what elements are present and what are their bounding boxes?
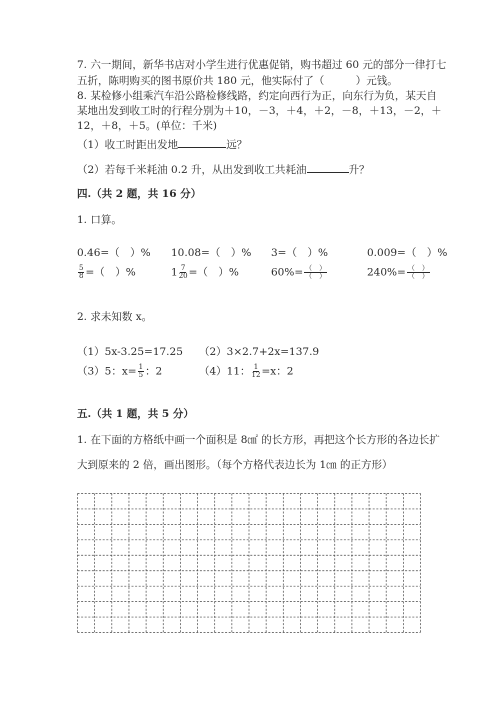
fraction [179,265,188,280]
q8-sub-2-suffix: 升？ [348,164,370,176]
oral-calc-5 [77,265,136,280]
numerator: 5 [79,264,84,272]
q8-line-1: 8. 某检修小组乘汽车沿公路检修线路，约定向西行为正，向东行为负，某天自 [77,90,437,102]
equation-left: （4）11： [199,365,251,378]
numerator: 7 [180,264,186,272]
section-4-q1-title: 1. 口算。 [77,214,122,226]
numerator: 1 [138,363,144,371]
equation-2: （2）3×2.7+2x=137.9 [199,346,320,358]
expression-left: 240%= [367,266,406,279]
q8-line-3: 12，＋8，＋5。(单位：千米) [77,120,217,132]
numerator: （ ） [305,264,327,272]
q7-line-2: 五折，陈明购买的图书原价共 180 元，他实际付了（ ）元钱。 [77,75,398,87]
equation-1: （1）5x-3.25=17.25 [77,346,183,358]
q8-sub-1-suffix: 远？ [226,139,248,151]
denominator: 8 [79,272,84,280]
denominator: 20 [178,272,188,280]
answer-blank[interactable] [178,137,226,148]
q8-sub-1-prefix: （1）收工时距出发地 [77,139,179,151]
oral-calc-6 [171,265,239,280]
equation-3 [77,364,162,379]
denominator: 5 [138,371,144,379]
denominator: 12 [251,371,261,379]
denominator: （ ） [305,272,327,280]
fraction [252,364,261,379]
fraction [138,364,144,379]
equation-left: （3）5：x= [77,365,137,378]
section-4-title: 四.（共 2 题，共 16 分） [77,188,202,200]
q8-line-2: 某地出发到收工时的行程分别为＋10，－3，＋4，＋2，－8，＋13，－2，＋ [77,105,442,117]
answer-blank[interactable] [307,162,349,173]
expression-rest: =（ ）% [85,266,136,279]
oral-calc-1: 0.46=（ ）% [77,247,151,259]
denominator: （ ） [407,272,429,280]
section-5-q1-line-2: 大到原来的 2 倍，画出图形。（每个方格代表边长为 1㎝ 的正方形） [77,459,393,471]
oral-calc-4: 0.009=（ ）% [367,247,448,259]
whole-number: 1 [171,266,178,279]
q8-sub-1 [77,137,247,152]
q7-line-1: 7. 六一期间，新华书店对小学生进行优惠促销，购书超过 60 元的部分一律打七 [77,59,447,71]
section-4-q2-title: 2. 求未知数 x。 [77,311,153,323]
equation-right: =x：2 [261,365,294,378]
oral-calc-3: 3=（ ）% [271,247,328,259]
expression-left: 60%= [271,266,304,279]
numerator: 1 [253,363,259,371]
q8-sub-2-prefix: （2）若每千米耗油 0.2 升，从出发到收工共耗油 [77,164,307,176]
equation-4 [199,364,293,379]
fraction [407,265,430,280]
section-5-q1-line-1: 1. 在下面的方格纸中画一个面积是 8㎠ 的长方形，再把这个长方形的各边长扩 [77,434,440,446]
fraction [304,265,327,280]
fraction [78,265,84,280]
expression-rest: =（ ）% [188,266,239,279]
oral-calc-7 [271,265,328,280]
oral-calc-2: 10.08=（ ）% [171,247,252,259]
oral-calc-8 [367,265,431,280]
q8-sub-2 [77,162,370,177]
grid-paper[interactable] [77,493,421,633]
section-5-title: 五.（共 1 题，共 5 分） [77,408,194,420]
numerator: （ ） [407,264,429,272]
equation-right: ：2 [145,365,163,378]
